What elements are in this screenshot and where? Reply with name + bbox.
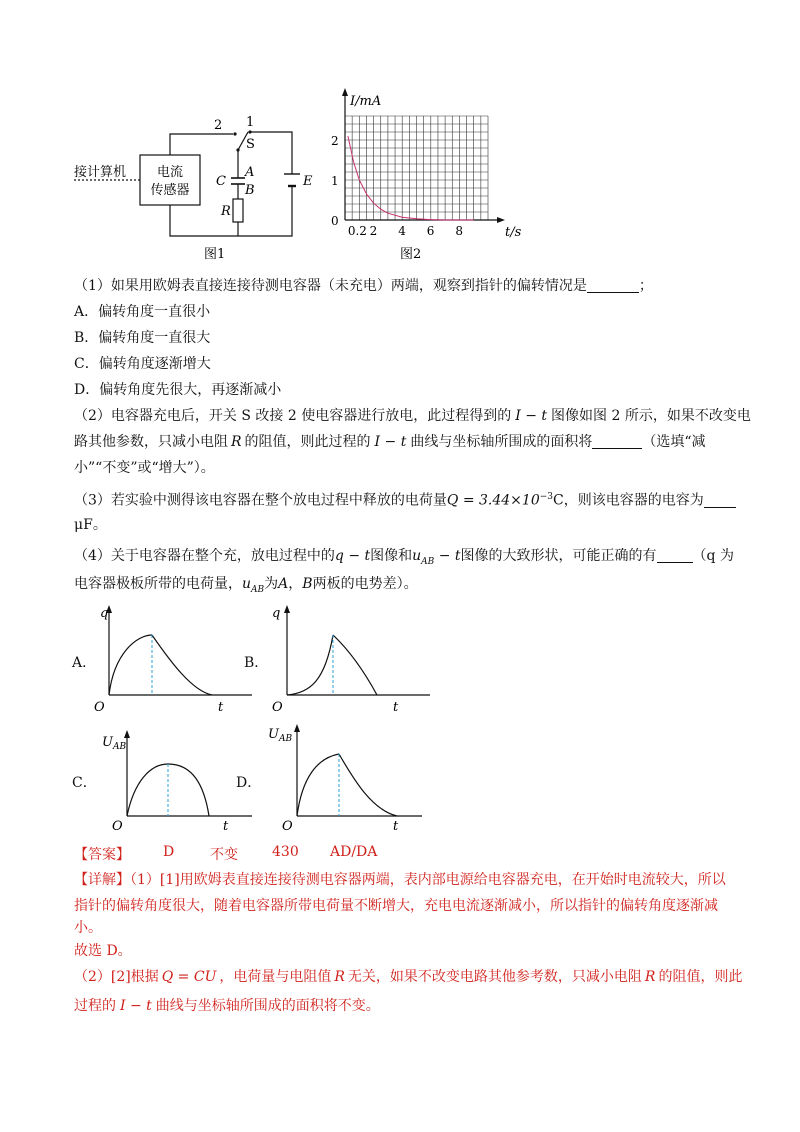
option-c-ylabel: $U_{AB}$ (102, 735, 127, 752)
answer-4: AD/DA (330, 844, 378, 860)
option-d-label: D． (236, 775, 262, 791)
option-c-label: C． (72, 775, 97, 791)
q4-line1 (74, 546, 734, 572)
option-b-origin: O (272, 700, 283, 715)
option-b-graph (270, 603, 440, 715)
q2-text-2f: （选填“减 (642, 434, 706, 450)
y-tick-label: 2 (331, 134, 339, 148)
option-a-graph (92, 603, 262, 715)
to-computer-label: 接计算机 (74, 165, 127, 180)
detail-r-symbol: R (334, 969, 345, 985)
option-b-ylabel: q (272, 606, 281, 621)
q2-text-2a: 路其他参数，只减小电阻 (74, 434, 228, 450)
fig1-caption: 图1 (204, 247, 226, 262)
q3-line1 (74, 487, 736, 511)
q2-text-c: 图像如图 2 所示，如果不改变电 (551, 408, 751, 424)
label-r: R (221, 204, 231, 219)
detail-tag: 【详解】 (74, 872, 130, 888)
detail-line2: 指针的偏转角度很大，随着电容器所带电荷量不断增大，充电电流逐渐减小，所以指针的偏转角度逐渐减 (74, 898, 718, 914)
label-2: 2 (214, 118, 223, 133)
discharge-current-curve (348, 136, 474, 220)
sensor-label-1: 电流 (156, 165, 184, 180)
q2-text-2c: 的阻值，则此过程的 (244, 434, 371, 450)
q1-option-a: A．偏转角度一直很小 (74, 304, 211, 320)
q4-text-h: （q 为 (692, 548, 734, 564)
label-b: B (245, 183, 255, 198)
q4-answer-blank[interactable] (657, 548, 693, 563)
option-c-origin: O (112, 819, 123, 834)
detail-text-5g: 的阻值，则此 (658, 969, 743, 985)
q3-line2: μF。 (74, 517, 107, 533)
option-c-xlabel: t (223, 819, 229, 834)
q3-exponent: −3 (539, 492, 554, 502)
detail-line6 (74, 996, 380, 1016)
q2-line1 (74, 406, 751, 426)
option-d-ylabel: $U_{AB}$ (268, 727, 293, 744)
sensor-label-2: 传感器 (150, 183, 190, 198)
detail-line3: 小。 (74, 920, 102, 936)
answer-3: 430 (272, 844, 299, 860)
option-d-graph (262, 718, 432, 836)
y-tick-label: 1 (331, 174, 339, 188)
q3-text-unit: C，则该电容器的电容为 (553, 492, 704, 509)
circuit-diagram-fig1 (70, 112, 320, 262)
q4-u-subscript: AB (421, 556, 435, 567)
q1-option-c: C．偏转角度逐渐增大 (74, 356, 211, 372)
q1-option-b: B．偏转角度一直很大 (74, 330, 211, 346)
q4-comma: ， (288, 576, 303, 592)
option-a-ylabel: q (100, 606, 109, 621)
x-tick-label: 2 (369, 224, 378, 238)
fig2-ylabel: I/mA (350, 94, 382, 109)
detail-text-1: （1）[1]用欧姆表直接连接待测电容器两端，表内部电源给电容器充电，在开始时电流较大，所以 (130, 872, 726, 888)
option-a-origin: O (94, 700, 105, 715)
detail-formula: Q = CU (161, 969, 217, 985)
option-a-xlabel: t (218, 700, 224, 715)
q1-option-d: D．偏转角度先很大，再逐渐减小 (74, 382, 282, 398)
fig2-xlabel: t/s (505, 225, 522, 240)
detail-text-5a: （2）[2]根据 (74, 969, 159, 985)
option-b-label: B． (244, 655, 269, 671)
detail-r-symbol-2: R (644, 969, 656, 985)
q4-b-symbol: B (302, 576, 313, 592)
q2-line3: 小”“不变”或“增大”）。 (74, 460, 215, 476)
answer-2: 不变 (210, 847, 238, 863)
q4-text-g: 图像的大致形状，可能正确的有 (460, 548, 657, 564)
q4-text-c: 图像和 (370, 548, 413, 564)
detail-it-symbol: I − t (120, 998, 152, 1014)
x-tick-label: 0.2 (347, 224, 367, 238)
q4-text-2h: 两板的电势差）。 (312, 576, 418, 592)
option-d-origin: O (282, 819, 293, 834)
q4-text-2d: 为 (264, 576, 279, 592)
option-a-label: A． (72, 655, 97, 671)
q4-qt-symbol: q − t (334, 548, 371, 564)
label-a: A (245, 165, 255, 180)
q4-u-symbol: u (412, 548, 422, 564)
current-time-graph-fig2 (325, 88, 522, 263)
q4-u-subscript-2: AB (251, 584, 265, 595)
detail-line1 (74, 870, 726, 890)
q3-answer-blank[interactable] (704, 493, 736, 508)
q4-a-symbol: A (278, 576, 289, 592)
q2-line2 (74, 432, 706, 452)
q1-answer-blank[interactable] (587, 278, 639, 293)
option-b-xlabel: t (393, 700, 399, 715)
x-tick-label: 6 (426, 224, 435, 238)
q2-r-symbol: R (231, 434, 242, 450)
x-tick-label: 8 (455, 224, 464, 238)
label-1: 1 (246, 115, 255, 130)
x-tick-label: 4 (398, 224, 406, 238)
q4-text-a: （4）关于电容器在整个充，放电过程中的 (74, 548, 335, 564)
label-c: C (216, 174, 226, 189)
detail-text-6a: 过程的 (74, 998, 116, 1014)
detail-text-5e: 无关，如果不改变电路其他参考数，只减小电阻 (347, 969, 642, 985)
q2-text-a: （2）电容器充电后，开关 S 改接 2 使电容器进行放电，此过程得到的 (74, 408, 512, 424)
detail-line5 (74, 967, 742, 987)
detail-text-6c: 曲线与坐标轴所围成的面积将不变。 (155, 998, 380, 1014)
detail-text-5c: ，电荷量与电阻值 (219, 969, 332, 985)
q3-text-a: （3）若实验中测得该电容器在整个放电过程中释放的电荷量 (74, 492, 447, 509)
q2-it-symbol: I − t (515, 408, 548, 424)
q1-stem: （1）如果用欧姆表直接连接待测电容器（未充电）两端，观察到指针的偏转情况是 (74, 278, 587, 294)
y-tick-label: 0 (331, 214, 339, 228)
q4-line2 (74, 574, 418, 600)
q4-ut-symbol: − t (434, 548, 461, 564)
q3-formula: Q = 3.44×10 (446, 492, 540, 509)
answer-tag: 【答案】 (74, 847, 130, 863)
q2-answer-blank[interactable] (592, 434, 642, 449)
q2-it-symbol-2: I − t (374, 434, 407, 450)
fig2-caption: 图2 (400, 247, 422, 262)
q4-u-symbol-2: u (242, 576, 252, 592)
answer-1: D (163, 844, 175, 860)
option-d-xlabel: t (393, 819, 399, 834)
detail-line4: 故选 D。 (74, 943, 132, 959)
q1-text (74, 276, 653, 296)
label-s: S (246, 137, 255, 152)
q1-end: ； (638, 278, 653, 294)
q2-text-2e: 曲线与坐标轴所围成的面积将 (410, 434, 593, 450)
label-e: E (303, 174, 313, 189)
q4-text-2a: 电容器极板所带的电荷量， (74, 576, 242, 592)
